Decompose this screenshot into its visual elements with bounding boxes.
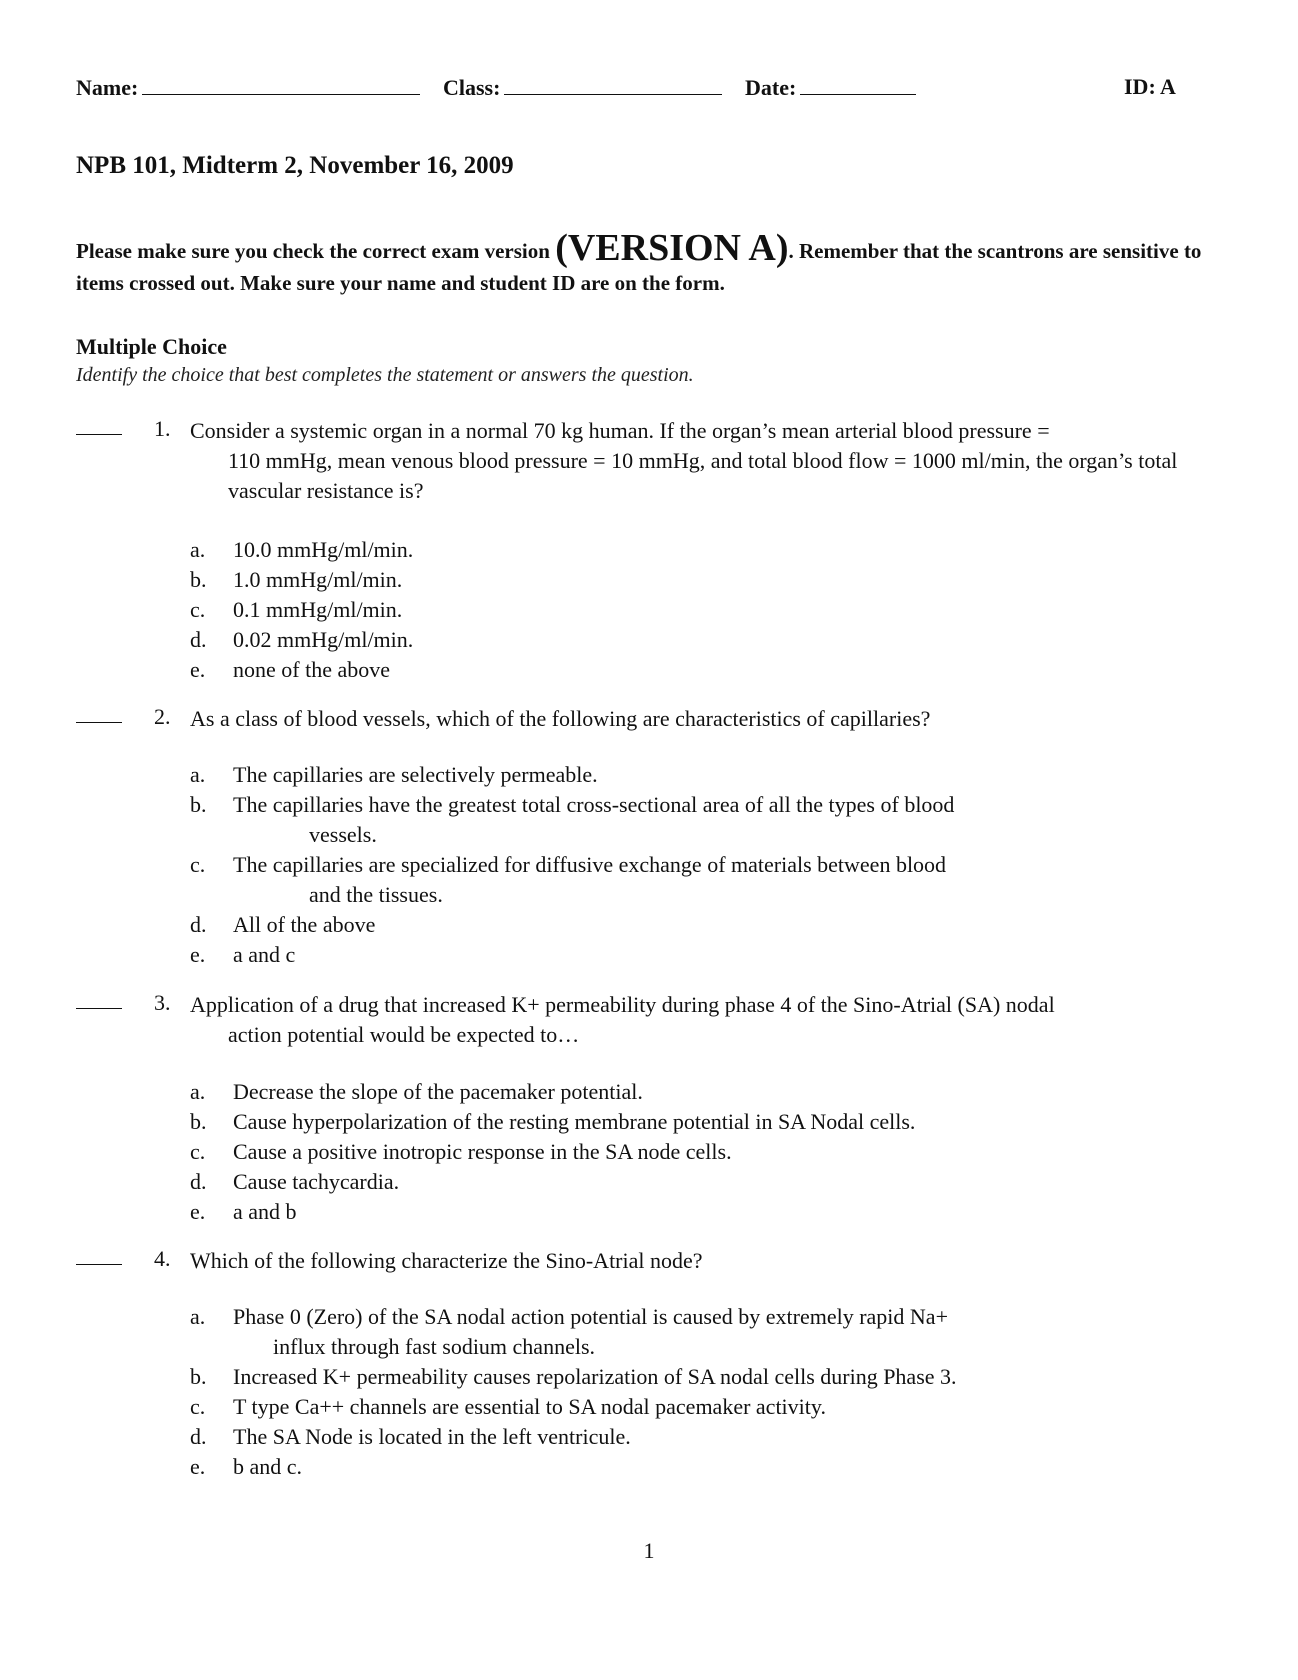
question-stem: Application of a drug that increased K+ permeability during phase 4 of the Sino-Atrial (SA) nodal action potential would be expected to…: [190, 992, 1055, 1047]
question-number: 2.: [154, 704, 171, 729]
question-number: 1.: [154, 416, 171, 441]
section-title: Multiple Choice: [76, 334, 227, 359]
answer-blank[interactable]: [76, 434, 122, 435]
question-stem: As a class of blood vessels, which of the following are characteristics of capillaries?: [190, 706, 931, 731]
answer-blank[interactable]: [76, 1008, 122, 1009]
date-label: Date:: [745, 75, 797, 100]
name-field[interactable]: [76, 74, 420, 101]
class-blank-line[interactable]: [504, 74, 722, 95]
name-blank-line[interactable]: [142, 74, 420, 95]
class-label: Class:: [443, 75, 501, 100]
class-field[interactable]: [443, 74, 722, 101]
exam-page: Name: Class: Date: ID: A NPB 101, Midterm 2, November 16, 2009 Please make sure you check the correct exam version (VERSION A). Remember that the scantrons are sensitive to items crossed out. Make sure your name and student ID are on the form. Multiple Choice Identify the choice that best completes the statement or answers the question. 1. Consider a systemic organ in a normal 70 kg human. If the organ’s mean arterial blood pressure = 110 mmHg, mean venous blood pressure = 10 mmHg, and total blood flow = 1000 ml/min, the organ’s total vascular resistance is? a. 10.0 mmHg/ml/min. b. 1.0 mmHg/ml/min. c. 0.1 mmHg/ml/min. d. 0.02 mmHg/ml/min. e. none of the above 2. As a class of blood vessels, which of the following are characteristics of capillaries? a. The capillaries are selectively permeable. b. The capillaries have the greatest total cross-sectional area of all the types of blood vessels. c. The capillaries are specialized for diffusive exchange of materials between blood and the tissues. d. All of the above e. a and c 3. Application of a drug that increased K+ permeability during phase 4 of the Sino-Atrial (SA) nodal action potential would be expected to… a. Decrease the slope of the pacemaker potential. b. Cause hyperpolarization of the resting membrane potential in SA Nodal cells. c. Cause a positive inotropic response in the SA node cells. d. Cause tachycardia. e. a and b 4. Which of the following characterize the Sino-Atrial node? a. Phase 0 (Zero) of the SA nodal action potential is caused by extremely rapid Na+ influx through fast sodium channels. b. Increased K+ permeability causes repolarization of SA nodal cells during Phase 3. c. T type Ca++ channels are essential to SA nodal pacemaker activity. d. The SA Node is located in the left ventricule. e. b and c. 1: [0, 0, 1298, 1680]
question-number: 3.: [154, 990, 171, 1015]
exam-title: NPB 101, Midterm 2, November 16, 2009: [76, 152, 514, 179]
question-number: 4.: [154, 1246, 171, 1271]
exam-instructions: [76, 227, 1206, 299]
section-subtitle: Identify the choice that best completes the statement or answers the question.: [76, 364, 694, 386]
question-stem: Consider a systemic organ in a normal 70 kg human. If the organ’s mean arterial blood pressure = 110 mmHg, mean venous blood pressure = 10 mmHg, and total blood flow = 1000 ml/min, the organ’s total vascular resistance is?: [190, 418, 1178, 503]
page-number: 1: [643, 1538, 655, 1563]
date-field[interactable]: [745, 74, 916, 101]
exam-id: ID: A: [1124, 74, 1176, 99]
instructions-part2: . Remember that the scantrons are sensitive to items crossed out. Make sure your name and student ID are on the form.: [76, 239, 1202, 295]
version-label: (VERSION A): [555, 227, 789, 269]
instructions-part1: Please make sure you check the correct exam version: [76, 239, 556, 263]
name-label: Name:: [76, 75, 139, 100]
question-stem: Which of the following characterize the Sino-Atrial node?: [190, 1248, 703, 1273]
answer-blank[interactable]: [76, 1264, 122, 1265]
date-blank-line[interactable]: [800, 74, 916, 95]
answer-blank[interactable]: [76, 722, 122, 723]
